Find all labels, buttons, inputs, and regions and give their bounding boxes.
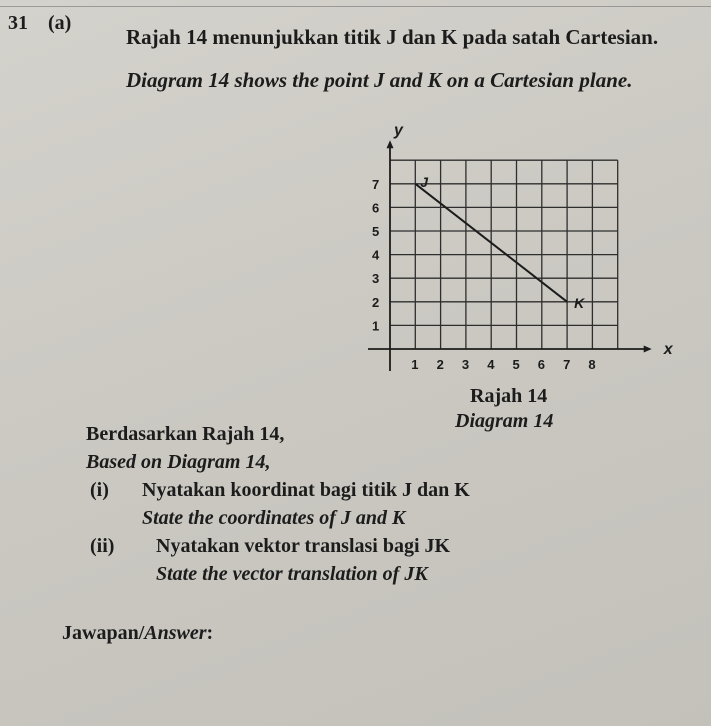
caption-malay: Rajah 14 (470, 385, 548, 407)
subquestion-ii-malay: Nyatakan vektor translasi bagi JK (156, 535, 451, 557)
tick-labels (372, 177, 596, 372)
basis-malay: Berdasarkan Rajah 14, (86, 423, 285, 445)
y-axis-label: y (394, 122, 403, 140)
y-tick-label: 5 (372, 224, 380, 239)
question-part: (a) (48, 12, 72, 34)
caption-english: Diagram 14 (455, 410, 554, 432)
x-axis-label: x (663, 341, 673, 358)
y-tick-label: 6 (372, 200, 380, 216)
y-tick-label: 4 (372, 247, 380, 263)
point-j-label: J (420, 173, 429, 190)
point-k-label: K (574, 294, 585, 311)
y-tick-label: 2 (372, 294, 380, 310)
x-tick-label: 3 (461, 357, 470, 372)
answer-label-english: Answer (144, 622, 207, 644)
x-axis-arrow (644, 346, 652, 353)
basis-english: Based on Diagram 14, (86, 451, 271, 473)
x-tick-label: 8 (588, 357, 596, 372)
y-tick-label: 3 (372, 271, 380, 287)
question-number: 31 (8, 12, 28, 34)
subquestion-numeral-ii: (ii) (90, 535, 115, 557)
subquestion-i-english: State the coordinates of J and K (142, 507, 406, 529)
axes (368, 122, 674, 371)
intro-english: Diagram 14 shows the point J and K on a Cartesian plane. (126, 68, 633, 92)
x-tick-label: 5 (512, 357, 520, 372)
intro-malay: Rajah 14 menunjukkan titik J dan K pada satah Cartesian. (126, 25, 659, 49)
answer-label-malay: Jawapan/ (62, 622, 145, 644)
subquestion-ii-english: State the vector translation of JK (156, 563, 428, 585)
answer-colon: : (206, 622, 214, 644)
x-tick-label: 1 (411, 357, 419, 372)
y-tick-label: 7 (372, 176, 380, 192)
y-tick-label: 1 (372, 318, 380, 334)
subquestion-i-malay: Nyatakan koordinat bagi titik J dan K (142, 479, 470, 501)
x-tick-label: 4 (487, 357, 495, 372)
x-tick-label: 7 (563, 357, 571, 372)
x-tick-label: 6 (537, 357, 546, 372)
y-axis-arrow (387, 140, 394, 148)
answer-label (62, 622, 213, 645)
x-tick-label: 2 (436, 357, 444, 372)
subquestion-numeral-i: (i) (90, 479, 109, 501)
